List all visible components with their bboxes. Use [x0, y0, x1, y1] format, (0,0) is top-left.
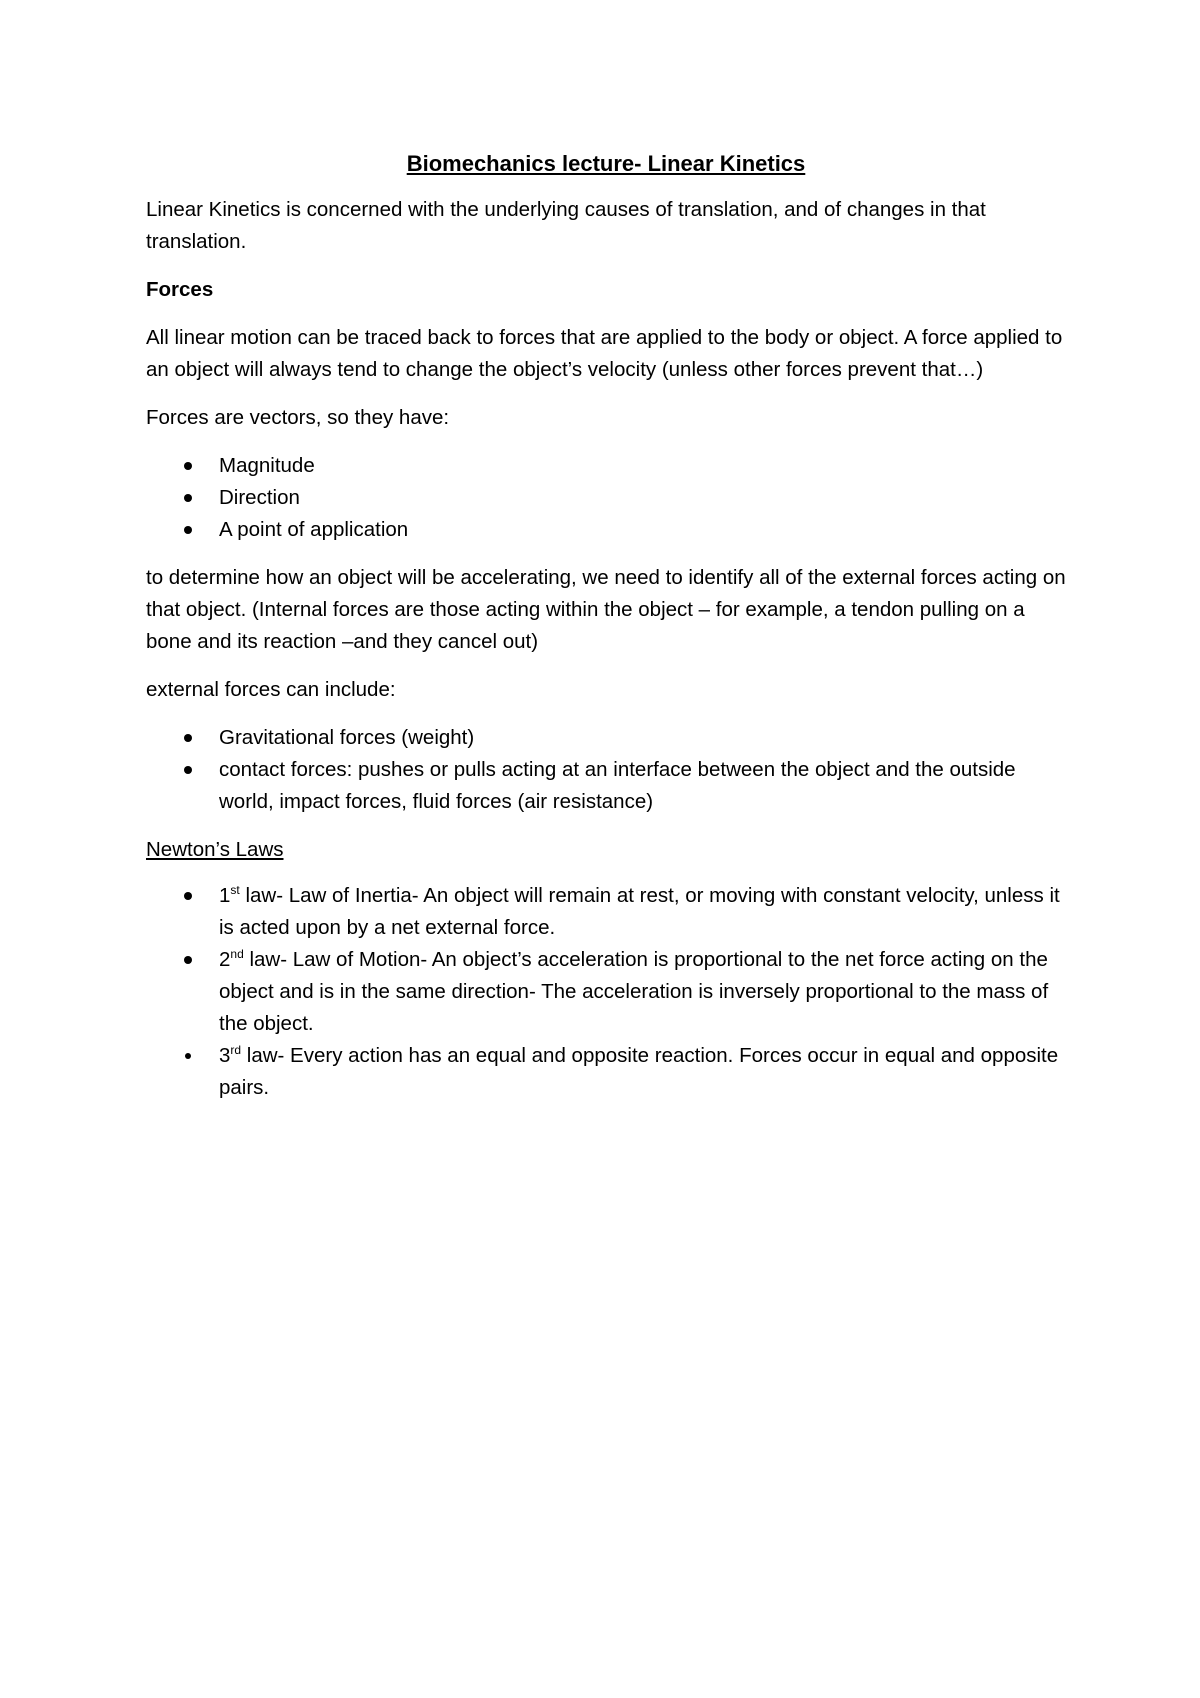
- bullet-icon: [185, 1053, 191, 1059]
- list-item-text: Magnitude: [219, 454, 315, 477]
- law-ordinal-suffix: nd: [230, 947, 244, 962]
- list-item-text: A point of application: [219, 518, 409, 541]
- bullet-icon: [184, 734, 192, 742]
- intro-paragraph: Linear Kinetics is concerned with the underlying causes of translation, and of changes in that translation.: [146, 198, 986, 253]
- list-item-text: contact forces: pushes or pulls acting at an interface between the object and the outside world, impact forces, fluid forces (air resistance): [219, 758, 1016, 813]
- bullet-icon: [184, 494, 192, 502]
- external-forces-list: [146, 722, 1066, 818]
- law-text: law- Every action has an equal and opposite reaction. Forces occur in equal and opposite pairs.: [219, 1044, 1059, 1099]
- document-title: Biomechanics lecture- Linear Kinetics: [406, 151, 806, 176]
- list-item: [146, 514, 1066, 546]
- law-ordinal-suffix: rd: [230, 1043, 242, 1058]
- law-ordinal-suffix: st: [230, 883, 240, 898]
- external-forces-paragraph: to determine how an object will be accelerating, we need to identify all of the external forces acting on that object. (Internal forces are those acting within the object – for example, a tendon pulling on a bone and its reaction –and they cancel out): [146, 566, 1066, 653]
- list-item-text: Gravitational forces (weight): [219, 726, 475, 749]
- document-page: [146, 148, 1066, 1120]
- list-item: [146, 482, 1066, 514]
- newtons-laws-heading: Newton’s Laws: [146, 838, 284, 861]
- list-item: [146, 880, 1066, 944]
- external-forces-intro: external forces can include:: [146, 678, 396, 701]
- list-item: [146, 754, 1066, 818]
- newtons-laws-list: [146, 880, 1066, 1104]
- law-text: law- Law of Motion- An object’s acceleration is proportional to the net force acting on the object and is in the same direction- The acceleration is inversely proportional to the mass of the object.: [219, 948, 1049, 1035]
- law-number: 1: [219, 884, 231, 907]
- list-item: [146, 722, 1066, 754]
- bullet-icon: [184, 462, 192, 470]
- list-item: [146, 944, 1066, 1040]
- bullet-icon: [184, 892, 192, 900]
- vector-properties-list: [146, 450, 1066, 546]
- bullet-icon: [184, 956, 192, 964]
- forces-heading: Forces: [146, 278, 214, 301]
- list-item: [146, 1040, 1066, 1104]
- law-number: 2: [219, 948, 231, 971]
- list-item-text: Direction: [219, 486, 300, 509]
- vectors-intro: Forces are vectors, so they have:: [146, 406, 450, 429]
- bullet-icon: [184, 766, 192, 774]
- forces-paragraph: All linear motion can be traced back to forces that are applied to the body or object. A force applied to an object will always tend to change the object’s velocity (unless other forces prevent that…): [146, 326, 1063, 381]
- law-text: law- Law of Inertia- An object will remain at rest, or moving with constant velocity, unless it is acted upon by a net external force.: [219, 884, 1060, 939]
- law-number: 3: [219, 1044, 231, 1067]
- bullet-icon: [184, 526, 192, 534]
- list-item: [146, 450, 1066, 482]
